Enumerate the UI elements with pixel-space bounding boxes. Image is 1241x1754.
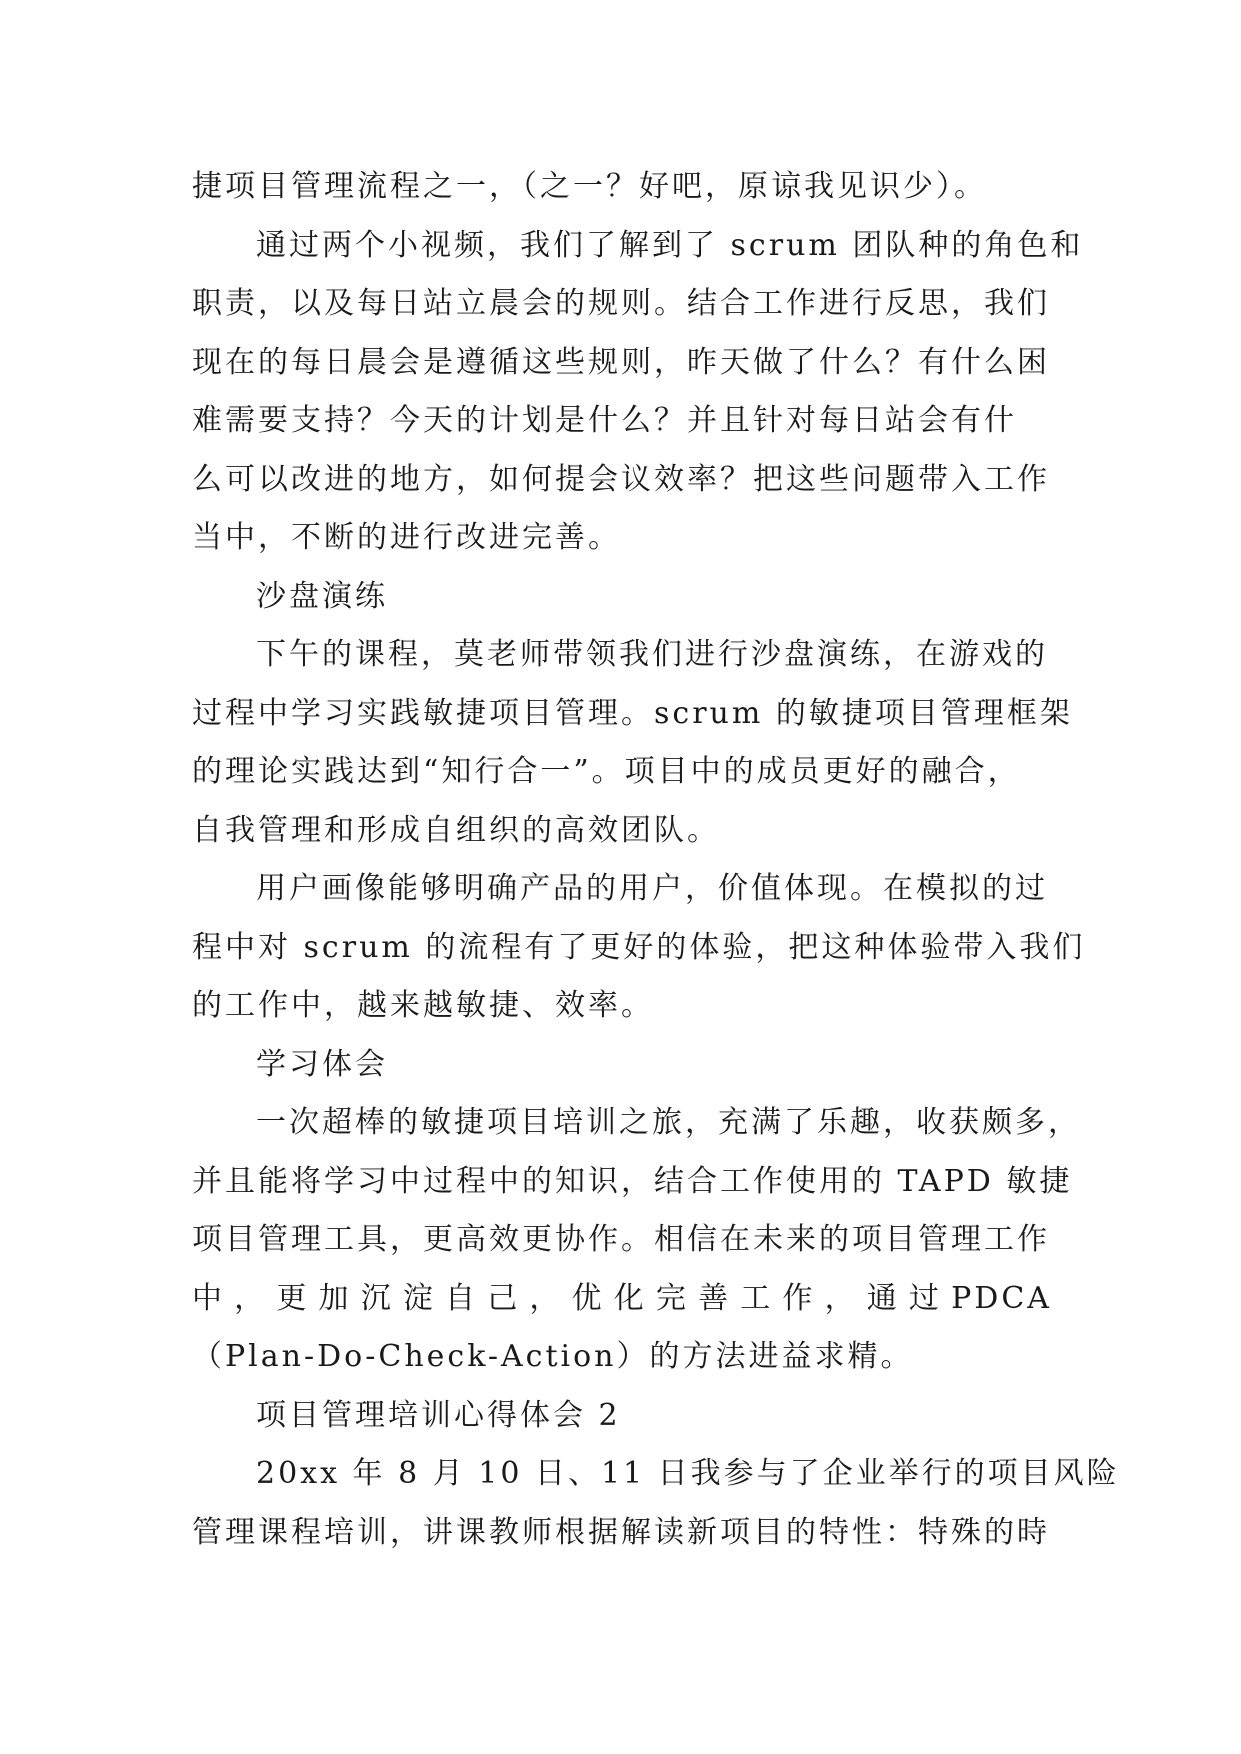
text-line: 程中对 scrum 的流程有了更好的体验，把这种体验带入我们 [192,929,1086,965]
text-line: 难需要支持？今天的计划是什么？并且针对每日站会有什 [192,403,1017,438]
text-line: 项目管理工具，更高效更协作。相信在未来的项目管理工作 [192,1222,1050,1257]
justified-char: ， [824,1280,858,1316]
text-line: 管理课程培训，讲课教师根据解读新项目的特性：特殊的時 [192,1514,1050,1550]
justified-char: ， [234,1280,268,1316]
text-line: 过程中学习实践敏捷项目管理。scrum 的敏捷项目管理框架 [192,695,1073,731]
text-line: 么可以改进的地方，如何提会议效率？把这些问题带入工作 [192,461,1050,497]
text-line: 职责，以及每日站立晨会的规则。结合工作进行反思，我们 [192,286,1050,321]
document-body [192,158,1120,1562]
justified-char: 工 [740,1280,774,1316]
text-line: 捷项目管理流程之一，（之一？好吧，原谅我见识少）。 [192,169,987,204]
text-line: 用户画像能够明确产品的用户，价值体现。在模拟的过 [256,871,1048,906]
text-line: 一次超棒的敏捷项目培训之旅，充满了乐趣，收获颇多， [256,1105,1081,1140]
text-line: 的理论实践达到“知行合一”。项目中的成员更好的融合， [192,754,1021,789]
justified-char: 更 [276,1280,310,1316]
justified-char: 善 [698,1280,732,1316]
text-line: 并且能将学习中过程中的知识，结合工作使用的 TAPD 敏捷 [192,1163,1073,1199]
justified-char: 加 [318,1280,352,1316]
justified-char: 中 [192,1280,225,1316]
justified-char: 淀 [402,1280,436,1316]
text-line: 的工作中，越来越敏捷、效率。 [192,988,654,1023]
justified-char: 己 [487,1280,521,1316]
section-heading: 项目管理培训心得体会 2 [256,1397,621,1433]
justified-char: 作 [782,1280,816,1316]
justified-char: 通 [866,1280,900,1316]
justified-char: 化 [613,1280,647,1316]
text-line: （Plan-Do-Check-Action）的方法进益求精。 [192,1339,914,1374]
justified-char: PDCA [951,1280,1052,1316]
section-heading: 沙盘演练 [256,578,388,614]
text-line: 自我管理和形成自组织的高效团队。 [192,812,720,848]
text-line: 20xx 年 8 月 10 日、11 日我参与了企业举行的项目风险 [256,1456,1120,1491]
text-line: 通过两个小视频，我们了解到了 scrum 团队种的角色和 [256,227,1084,263]
justified-char: 自 [445,1280,479,1316]
text-line: 下午的课程，莫老师带领我们进行沙盘演练，在游戏的 [256,637,1048,672]
justified-char: 沉 [360,1280,394,1316]
justified-char: 完 [655,1280,689,1316]
justified-line [192,1270,1052,1329]
text-line: 现在的每日晨会是遵循这些规则，昨天做了什么？有什么困 [192,344,1050,380]
justified-char: 优 [571,1280,605,1316]
text-line: 当中，不断的进行改进完善。 [192,520,621,555]
justified-char: ， [529,1280,563,1316]
justified-char: 过 [908,1280,942,1316]
section-heading: 学习体会 [256,1046,388,1082]
